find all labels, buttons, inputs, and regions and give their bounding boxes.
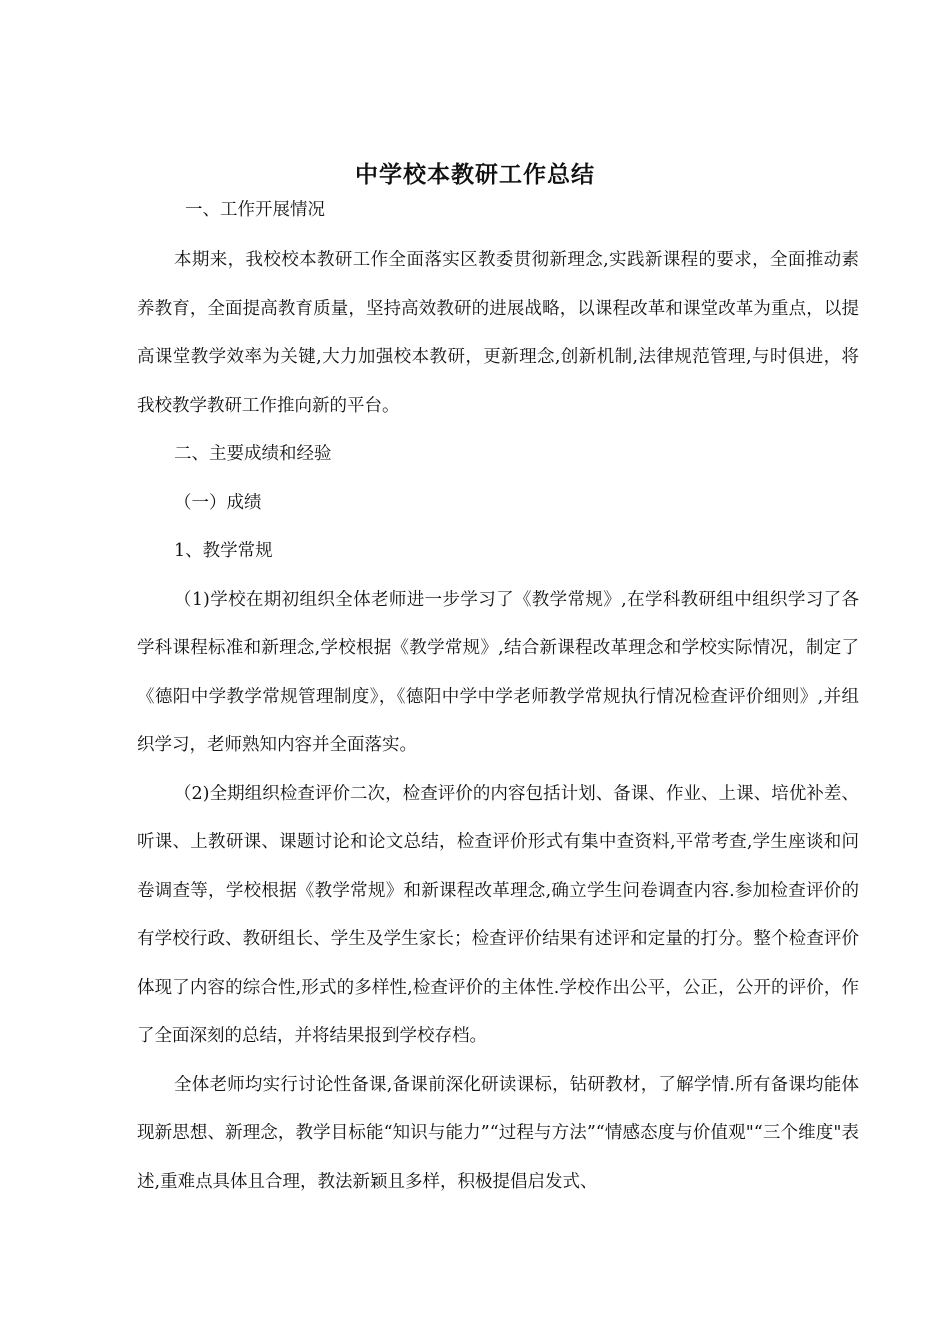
section-heading-1: 一、工作开展情况 [185, 200, 325, 220]
section-heading-2: 二、主要成绩和经验 [174, 444, 332, 464]
paragraph-3: （2)全期组织检查评价二次，检查评价的内容包括计划、备课、作业、上课、培优补差、听课、上教研课、课题讨论和论文总结，检查评价形式有集中查资料,平常考查,学生座谈和问卷调查等，学校根据《教学常规》和新课程改革理念,确立学生问卷调查内容.参加检查评价的有学校行政、教研组长、学生及学生家长；检查评价结果有述评和定量的打分。整个检查评价体现了内容的综合性,形式的多样性,检查评价的主体性.学校作出公平，公正，公开的评价，作了全面深刻的总结，并将结果报到学校存档。 [137, 783, 859, 1046]
document-body [137, 198, 859, 1206]
document-title: 中学校本教研工作总结 [355, 162, 595, 188]
paragraph-1: 本期来，我校校本教研工作全面落实区教委贯彻新理念,实践新课程的要求，全面推动素养教育，全面提高教育质量，坚持高效教研的进展战略，以课程改革和课堂改革为重点，以提高课堂教学效率为关键,大力加强校本教研，更新理念,创新机制,法律规范管理,与时俱进，将我校教学教研工作推向新的平台。 [137, 250, 859, 416]
subsection-heading-1: （一）成绩 [174, 492, 262, 513]
paragraph-2: （1)学校在期初组织全体老师进一步学习了《教学常规》,在学科教研组中组织学习了各学科课程标准和新理念,学校根据《教学常规》,结合新课程改革理念和学校实际情况，制定了《德阳中学教学常规管理制度》，《德阳中学中学老师教学常规执行情况检查评价细则》,并组织学习，老师熟知内容并全面落实。 [137, 589, 859, 755]
paragraph-4: 全体老师均实行讨论性备课,备课前深化研读课标，钻研教材，了解学情.所有备课均能体现新思想、新理念，教学目标能“知识与能力”“过程与方法”“情感态度与价值观"“三个维度"表述,重难点具体且合理，教法新颖且多样，积极提倡启发式、 [137, 1074, 859, 1192]
item-heading-1: 1、教学常规 [174, 541, 273, 561]
